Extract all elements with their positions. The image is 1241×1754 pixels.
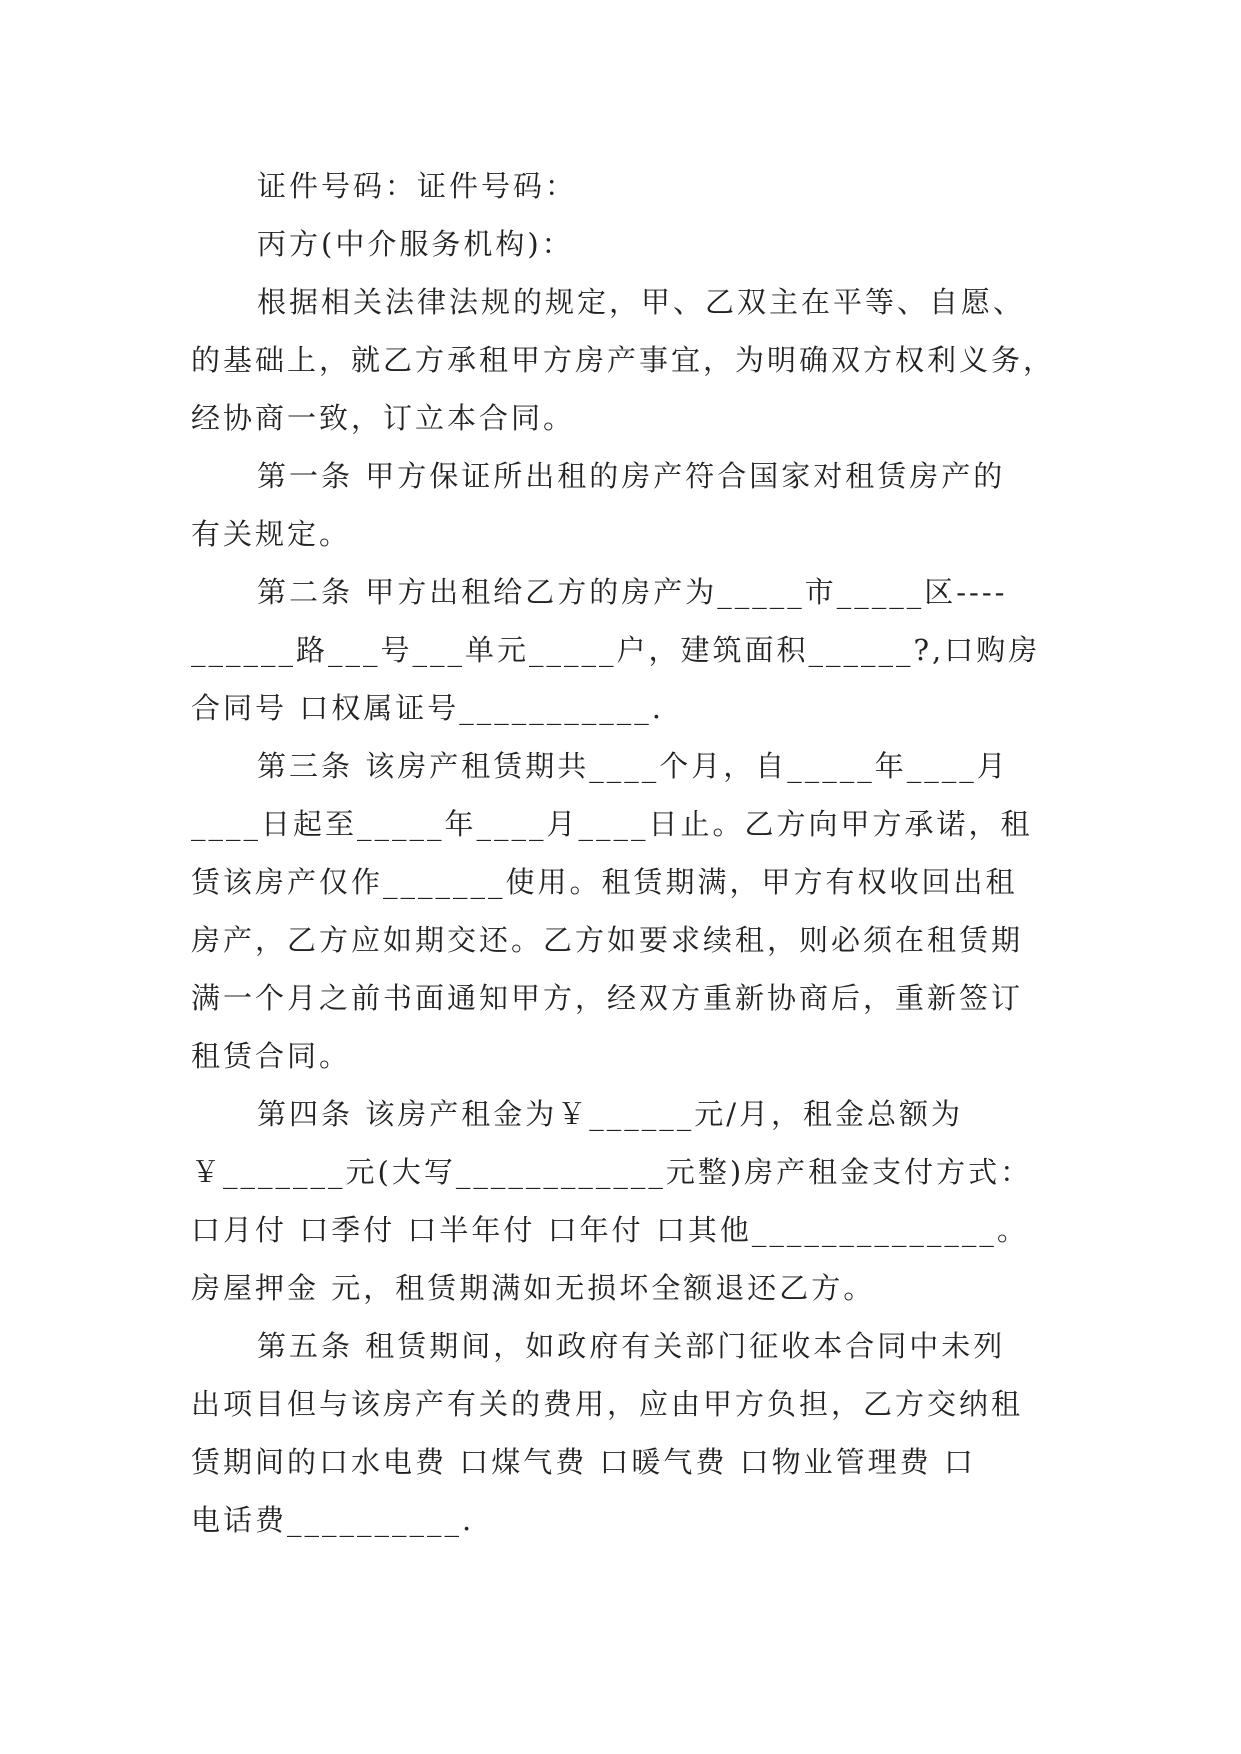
article-5-line-1: 第五条 租赁期间，如政府有关部门征收本合同中未列 bbox=[257, 1329, 1006, 1363]
article-3-line-3: 赁该房产仅作_______使用。租赁期满，甲方有权收回出租 bbox=[191, 865, 1018, 899]
article-4-line-1: 第四条 该房产租金为￥______元/月，租金总额为 bbox=[257, 1097, 963, 1131]
preamble-line-3: 经协商一致，订立本合同。 bbox=[191, 401, 576, 435]
article-3-line-1: 第三条 该房产租赁期共____个月，自_____年____月 bbox=[257, 749, 1009, 783]
preamble-line-1: 根据相关法律法规的规定，甲、乙双主在平等、自愿、 bbox=[257, 285, 1026, 319]
article-3-line-2: ____日起至_____年____月____日止。乙方向甲方承诺，租 bbox=[191, 807, 1033, 841]
article-2-line-1: 第二条 甲方出租给乙方的房产为_____市_____区---- bbox=[257, 575, 1008, 609]
article-5-line-4: 电话费__________. bbox=[191, 1503, 475, 1537]
article-4-line-3: 口月付 口季付 口半年付 口年付 口其他______________。 bbox=[191, 1213, 1029, 1247]
article-4-line-4: 房屋押金 元，租赁期满如无损坏全额退还乙方。 bbox=[191, 1271, 876, 1305]
article-4-line-2: ￥_______元(大写____________元整)房产租金支付方式： bbox=[191, 1155, 1033, 1189]
article-1-line-2: 有关规定。 bbox=[191, 517, 352, 551]
article-3-line-6: 租赁合同。 bbox=[191, 1039, 352, 1073]
article-2-line-2: ______路___号___单元_____户，建筑面积______?,口购房 bbox=[191, 633, 1041, 667]
id-number-line: 证件号码：证件号码： bbox=[257, 169, 578, 203]
contract-body bbox=[191, 157, 1056, 1549]
article-1-line-1: 第一条 甲方保证所出租的房产符合国家对租赁房产的 bbox=[257, 459, 1006, 493]
article-5-line-3: 赁期间的口水电费 口煤气费 口暖气费 口物业管理费 口 bbox=[191, 1445, 976, 1479]
article-2-line-3: 合同号 口权属证号___________. bbox=[191, 691, 664, 725]
preamble-line-2: 的基础上，就乙方承租甲方房产事宜，为明确双方权利义务， bbox=[191, 343, 1056, 377]
party-c-line: 丙方(中介服务机构)： bbox=[257, 227, 574, 261]
article-3-line-4: 房产，乙方应如期交还。乙方如要求续租，则必须在租赁期 bbox=[191, 923, 1024, 957]
article-5-line-2: 出项目但与该房产有关的费用，应由甲方负担，乙方交纳租 bbox=[191, 1387, 1024, 1421]
article-3-line-5: 满一个月之前书面通知甲方，经双方重新协商后，重新签订 bbox=[191, 981, 1024, 1015]
